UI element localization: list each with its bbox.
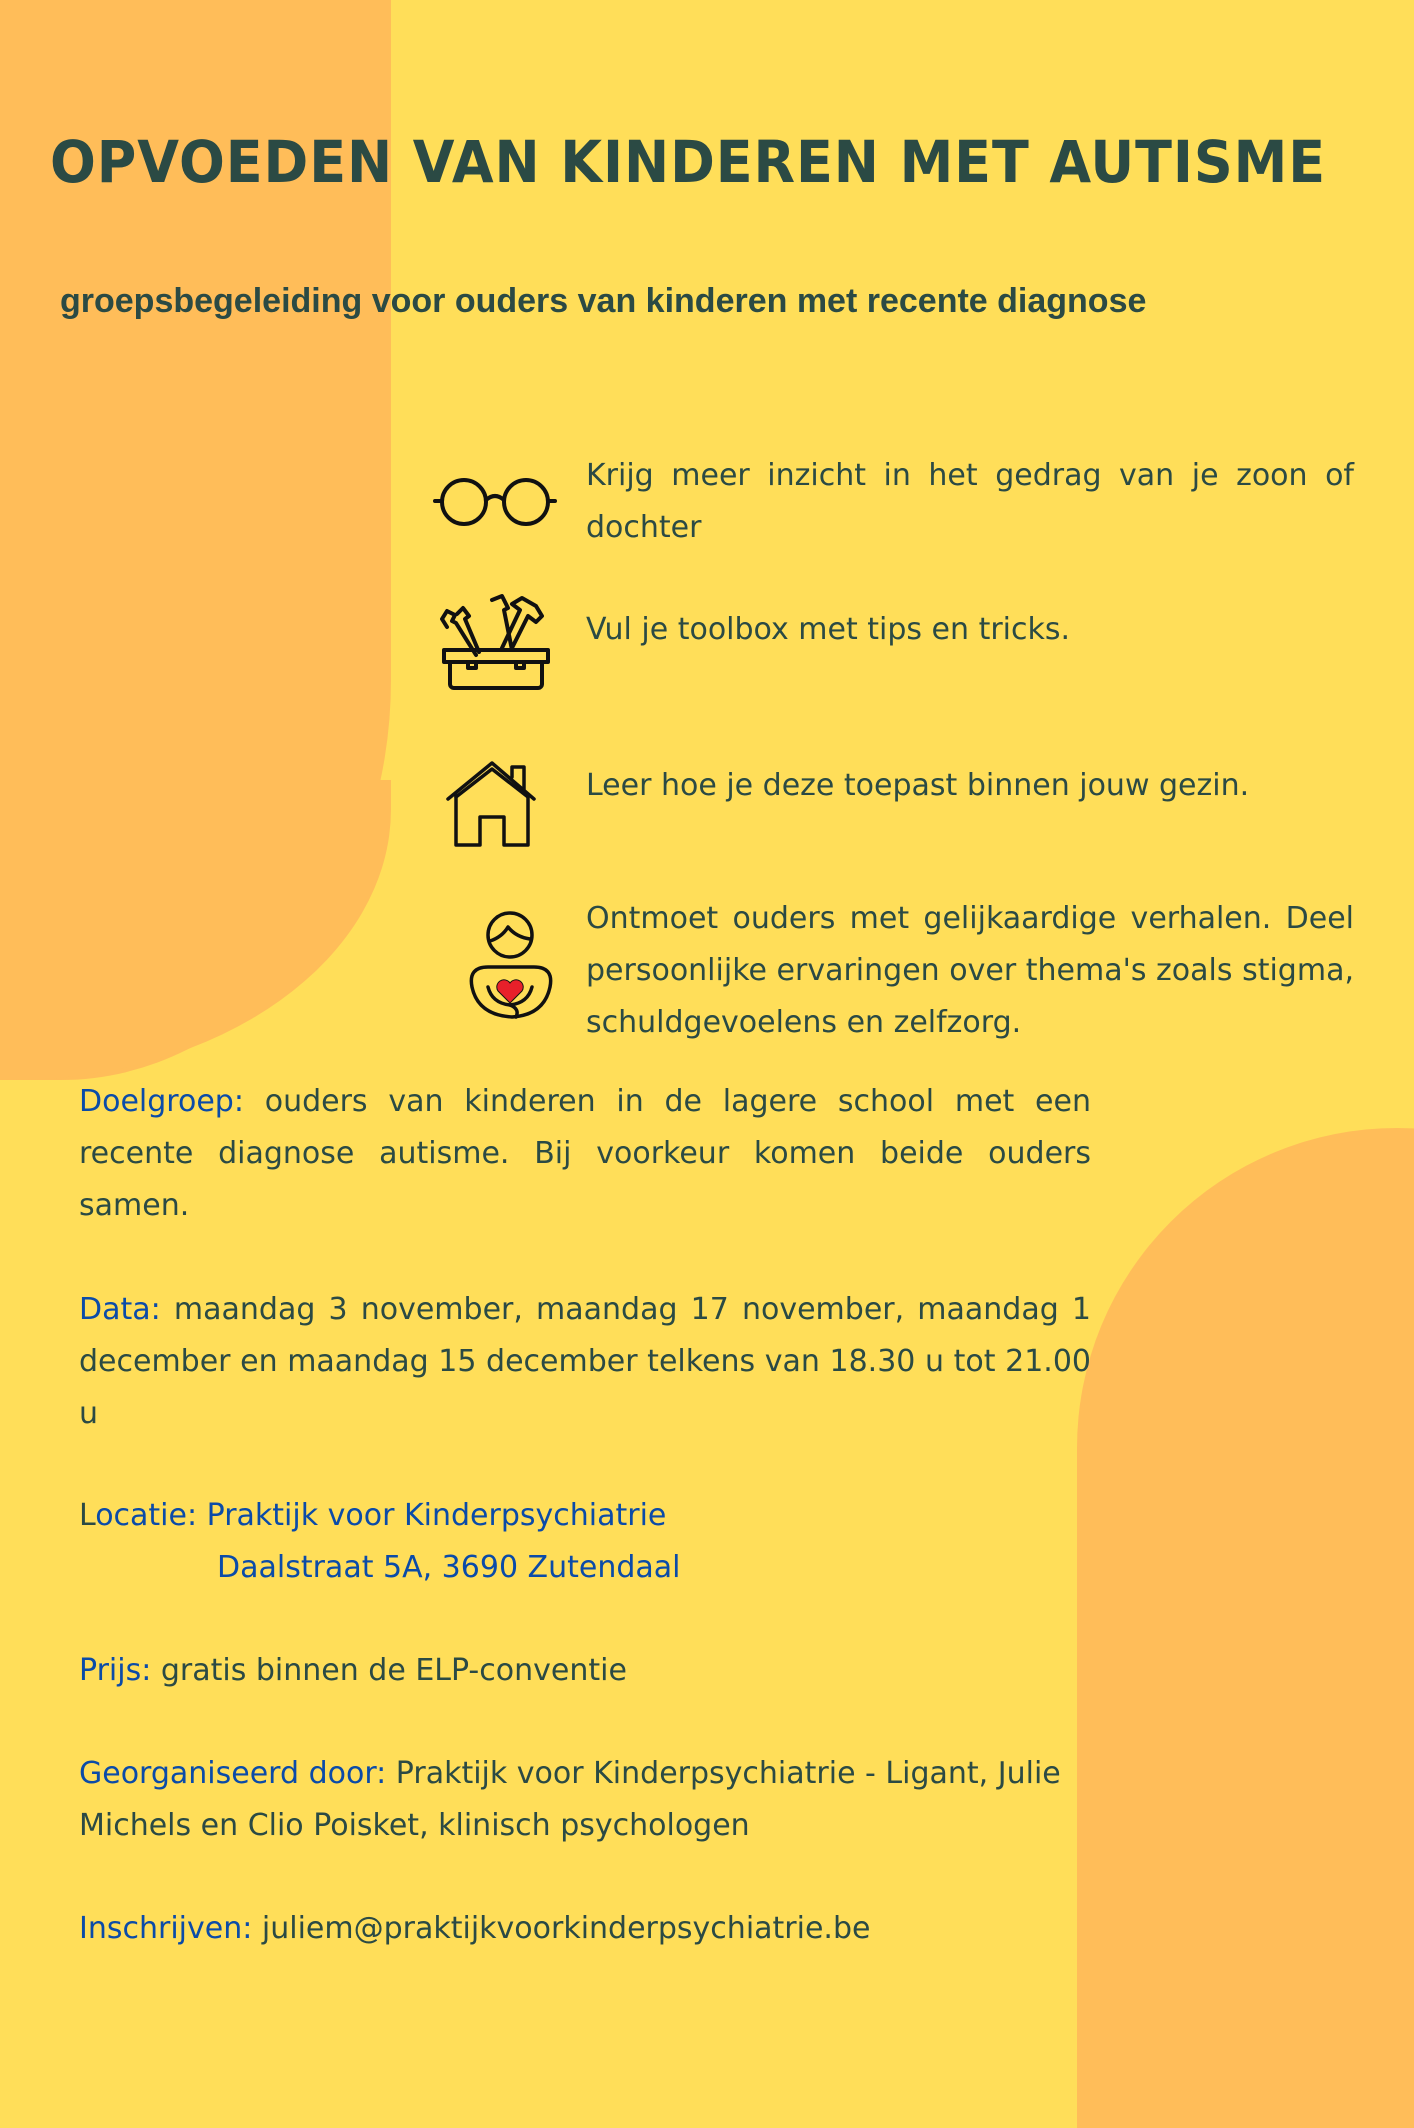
georganiseerd-label: Georganiseerd door: [79, 1756, 387, 1791]
georganiseerd-value: Praktijk voor Kinderpsychiatrie - Ligant, Julie Michels en Clio Poisket, klinisch psychologen [79, 1756, 1061, 1843]
locatie-label-rest: ocatie: [95, 1498, 198, 1533]
locatie-line2: Daalstraat 5A, 3690 Zutendaal [217, 1550, 681, 1585]
info-georganiseerd [79, 1748, 1079, 1852]
house-icon [430, 755, 560, 870]
doelgroep-value: ouders van kinderen in de lagere school met een recente diagnose autisme. Bij voorkeur komen beide ouders samen. [79, 1084, 1091, 1223]
feature-text: Ontmoet ouders met gelijkaardige verhalen. Deel persoonlijke ervaringen over thema's zoals stigma, schuldgevoelens en zelfzorg. [586, 901, 1354, 1040]
page-title: OPVOEDEN VAN KINDEREN MET AUTISME [50, 128, 1327, 196]
prijs-label: Prijs: [79, 1653, 152, 1688]
page-subtitle: groepsbegeleiding voor ouders van kinderen met recente diagnose [60, 282, 1147, 320]
info-locatie [79, 1490, 1091, 1594]
locatie-label-first: L [79, 1498, 96, 1533]
prijs-value: gratis binnen de ELP-conventie [160, 1653, 627, 1688]
data-label: Data: [79, 1292, 161, 1327]
data-value: maandag 3 november, maandag 17 november, maandag 1 december en maandag 15 december telkens van 18.30 u tot 21.00 u [79, 1292, 1091, 1431]
feature-text: Krijg meer inzicht in het gedrag van je zoon of dochter [586, 458, 1354, 545]
info-data [79, 1284, 1091, 1440]
inschrijven-email-link[interactable]: juliem@praktijkvoorkinderpsychiatrie.be [261, 1911, 871, 1946]
info-prijs [79, 1645, 1091, 1697]
glasses-icon [430, 460, 560, 535]
info-inschrijven [79, 1903, 1091, 1955]
person-heart-icon [430, 911, 560, 1036]
locatie-line1: Praktijk voor Kinderpsychiatrie [206, 1498, 667, 1533]
info-doelgroep [79, 1076, 1091, 1232]
feature-text: Vul je toolbox met tips en tricks. [586, 612, 1071, 647]
inschrijven-label: Inschrijven: [79, 1911, 253, 1946]
feature-text: Leer hoe je deze toepast binnen jouw gezin. [586, 768, 1250, 803]
toolbox-icon [430, 592, 560, 697]
doelgroep-label: Doelgroep: [79, 1084, 244, 1119]
